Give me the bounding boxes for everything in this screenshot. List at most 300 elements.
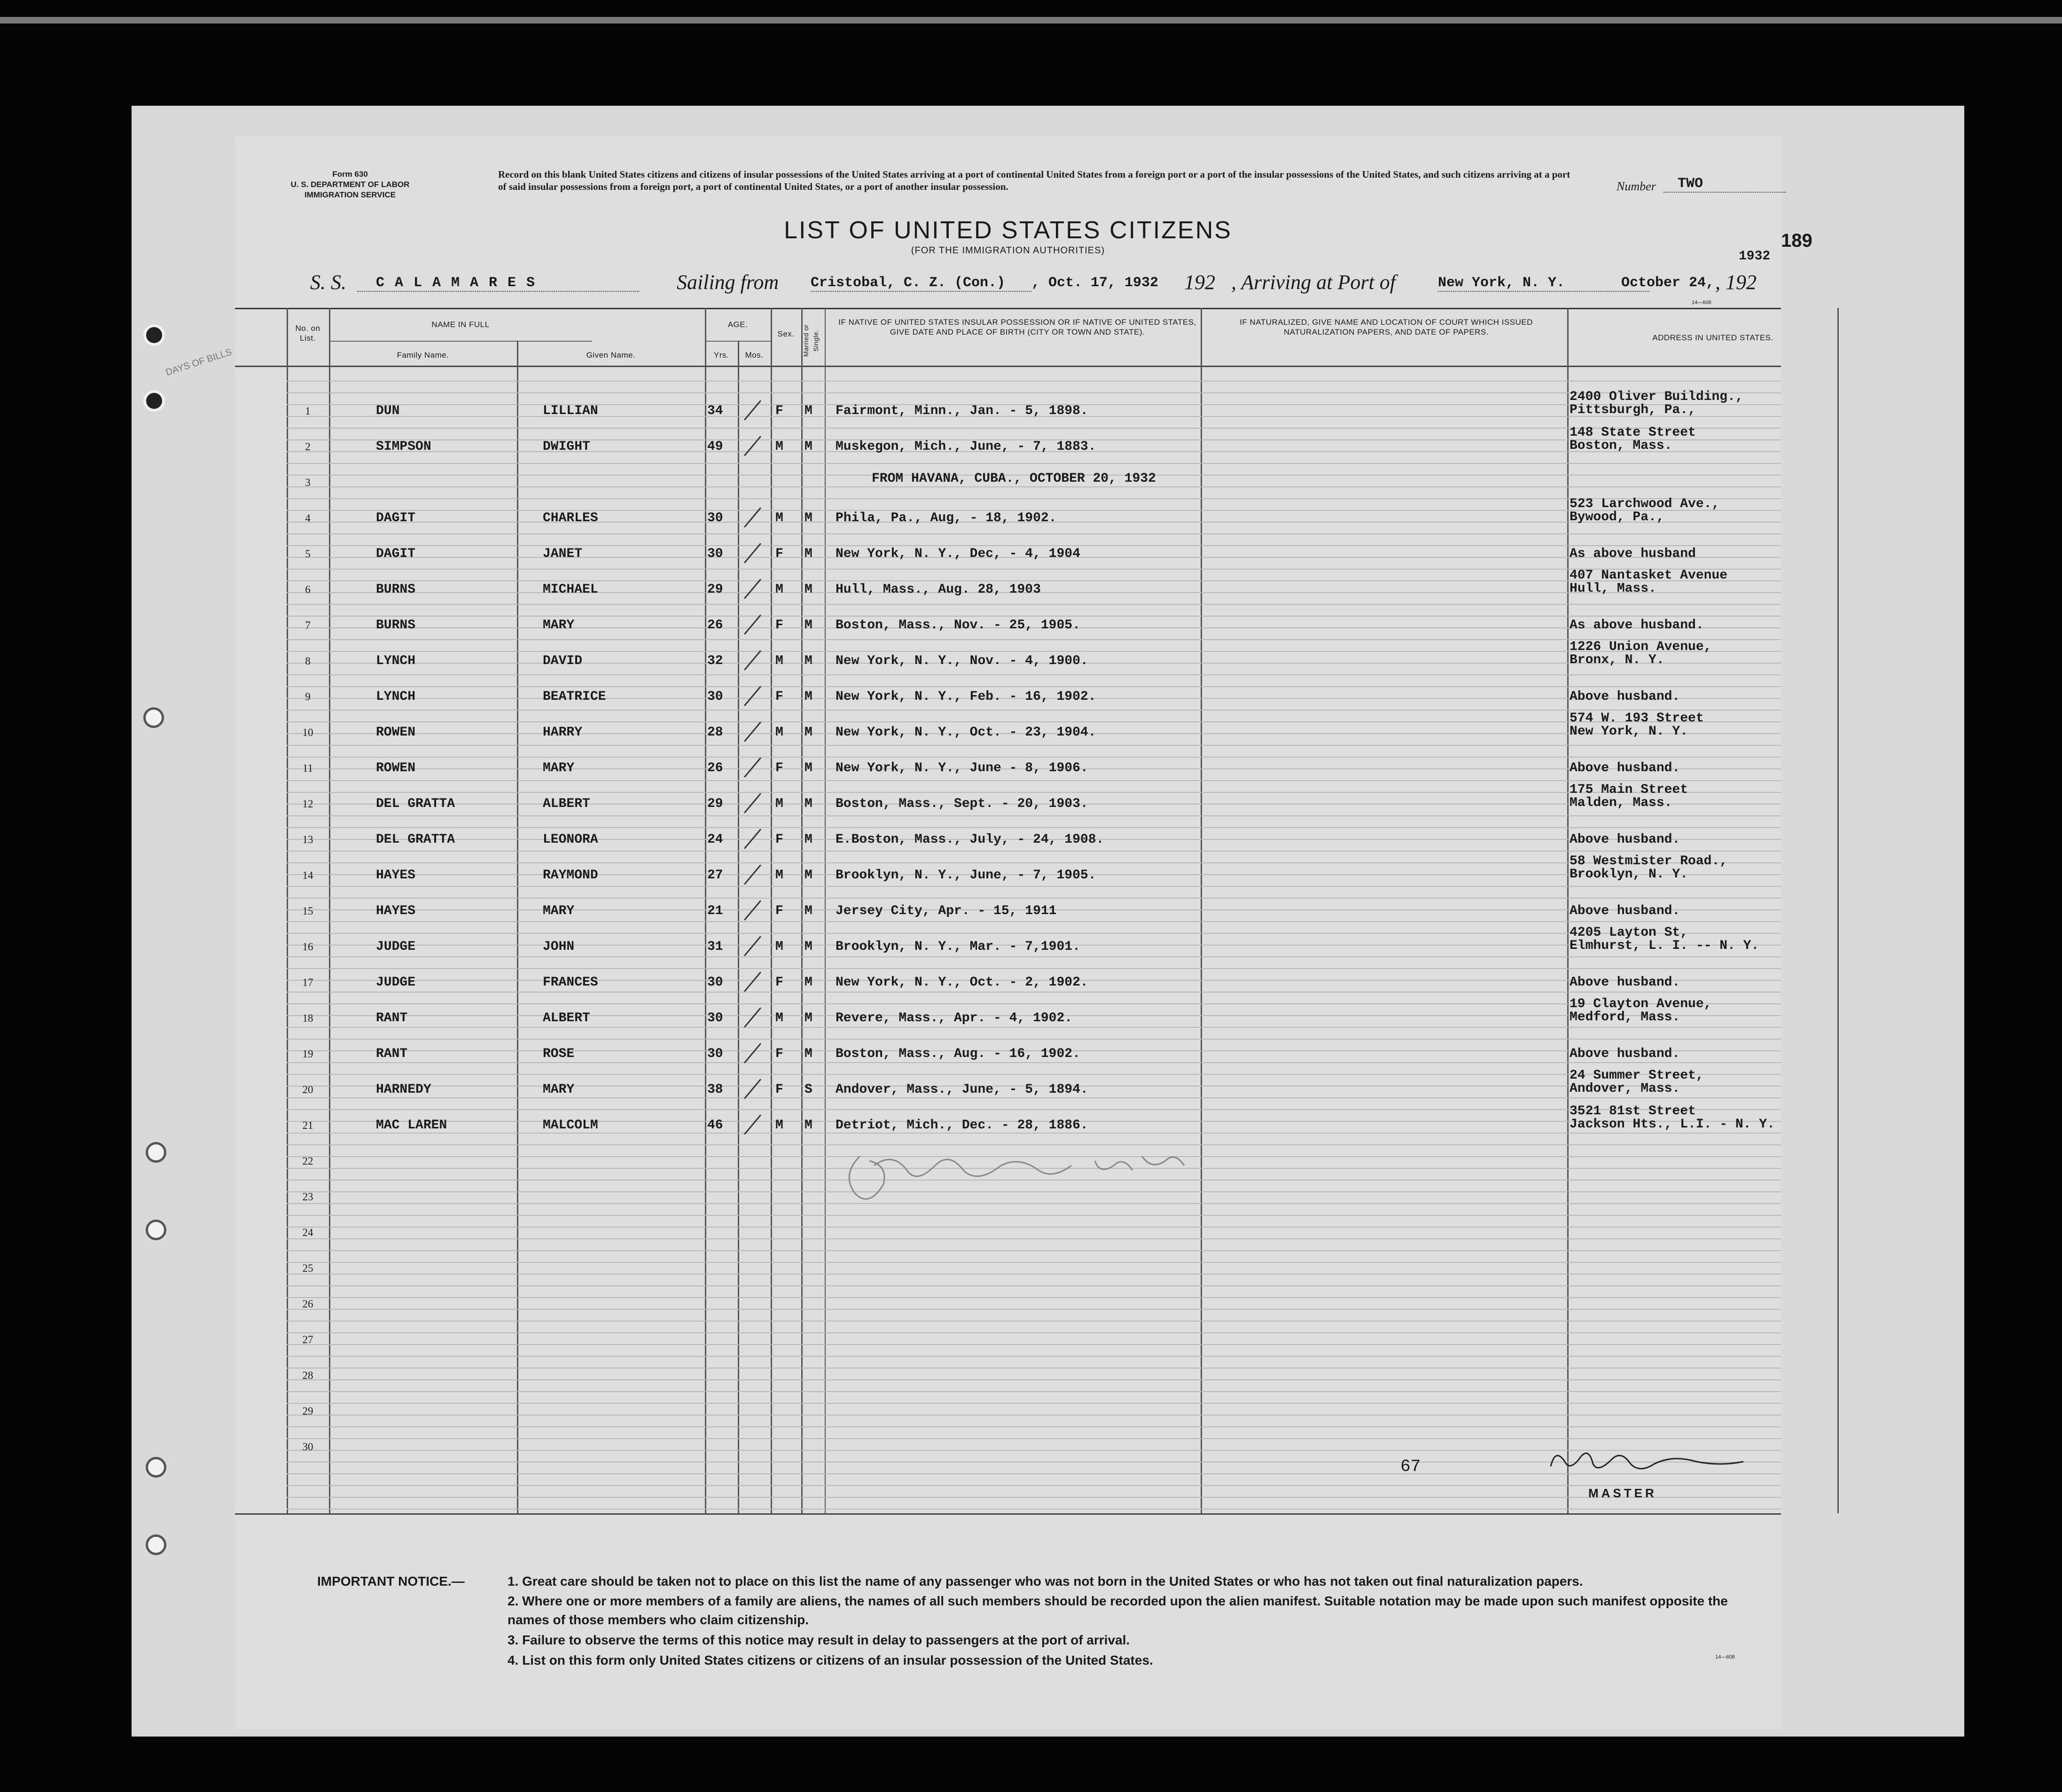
row-rule xyxy=(287,639,1781,640)
row-rule xyxy=(287,851,1781,852)
row-number: 8 xyxy=(305,655,311,667)
arrival-port: New York, N. Y. xyxy=(1438,275,1649,292)
family-name: RANT xyxy=(376,1011,408,1025)
year-note: 1932 xyxy=(1739,249,1771,264)
birth-place-date: Phila, Pa., Aug, - 18, 1902. xyxy=(836,511,1057,525)
row-rule xyxy=(287,992,1781,993)
col-header-name: NAME IN FULL xyxy=(431,320,490,329)
row-rule xyxy=(287,1368,1781,1369)
address-line-1: 58 Westmister Road., xyxy=(1570,854,1728,869)
marital-status: M xyxy=(804,582,812,597)
row-number: 24 xyxy=(302,1227,313,1238)
marital-status: M xyxy=(804,654,812,668)
family-name: ROWEN xyxy=(376,761,416,775)
row-rule xyxy=(287,1321,1781,1322)
row-number: 14 xyxy=(302,869,313,881)
birth-place-date: Hull, Mass., Aug. 28, 1903 xyxy=(836,582,1041,597)
row-rule xyxy=(287,533,1781,534)
col-header-sex: Sex. xyxy=(777,329,795,338)
given-name: DAVID xyxy=(543,654,583,668)
birth-place-date: Fairmont, Minn., Jan. - 5, 1898. xyxy=(836,404,1088,418)
family-name: DEL GRATTA xyxy=(376,832,455,847)
birth-place-date: New York, N. Y., Nov. - 4, 1900. xyxy=(836,654,1088,668)
given-name: MICHAEL xyxy=(543,582,598,597)
binder-hole-icon xyxy=(146,1220,166,1240)
marital-status: M xyxy=(804,618,812,633)
age-months-tick xyxy=(744,436,761,456)
row-number: 22 xyxy=(302,1155,313,1167)
master-label: MASTER xyxy=(1588,1486,1657,1500)
row-rule xyxy=(287,1356,1781,1357)
age-years: 32 xyxy=(707,654,723,668)
number-label: Number xyxy=(1617,180,1656,193)
birth-place-date: Boston, Mass., Nov. - 25, 1905. xyxy=(836,618,1080,633)
count-67: 67 xyxy=(1400,1457,1421,1476)
row-number: 26 xyxy=(302,1298,313,1310)
birth-place-date: Brooklyn, N. Y., Mar. - 7,1901. xyxy=(836,939,1080,954)
age-years: 29 xyxy=(707,582,723,597)
address-line-1: 1226 Union Avenue, xyxy=(1570,640,1712,654)
row-rule xyxy=(287,1509,1781,1510)
col-header-naturalized: IF NATURALIZED, GIVE NAME AND LOCATION OF COURT WHICH ISSUED NATURALIZATION PAPERS, AND DATE OF PAPERS. xyxy=(1240,318,1533,336)
family-name: JUDGE xyxy=(376,975,416,990)
sex: M xyxy=(775,797,783,811)
department: U. S. DEPARTMENT OF LABOR xyxy=(290,180,410,189)
row-rule xyxy=(287,1227,1781,1228)
row-rule xyxy=(287,463,1781,464)
row-rule xyxy=(287,1039,1781,1040)
row-number: 5 xyxy=(305,548,311,560)
birth-place-date: Andover, Mass., June, - 5, 1894. xyxy=(836,1082,1088,1097)
family-name: DEL GRATTA xyxy=(376,797,455,811)
row-rule xyxy=(287,1027,1781,1028)
sex: M xyxy=(775,582,783,597)
age-years: 30 xyxy=(707,511,723,525)
sex: M xyxy=(775,1011,783,1025)
address-line-1: Above husband. xyxy=(1570,832,1680,847)
birth-place-date: New York, N. Y., Oct. - 23, 1904. xyxy=(836,725,1096,740)
row-rule xyxy=(287,898,1781,899)
master-signature xyxy=(1541,1448,1748,1480)
row-rule xyxy=(287,428,1781,429)
arriving-label: , Arriving at Port of xyxy=(1231,271,1396,294)
given-name: FRANCES xyxy=(543,975,598,990)
row-number: 23 xyxy=(302,1191,313,1203)
given-name: MARY xyxy=(543,904,575,918)
row-rule xyxy=(287,792,1781,793)
col-header-address: ADDRESS IN UNITED STATES. xyxy=(1652,333,1773,342)
age-months-tick xyxy=(744,757,761,777)
given-name: JANET xyxy=(543,547,583,561)
form-agency xyxy=(280,169,421,200)
age-months-tick xyxy=(744,686,761,706)
address-line-1: 2400 Oliver Building., xyxy=(1570,390,1743,404)
sailing-label: Sailing from xyxy=(677,271,779,294)
row-rule xyxy=(287,956,1781,957)
address-line-2: Malden, Mass. xyxy=(1570,796,1672,810)
notice-item-2: 2. Where one or more members of a family are aliens, the names of all such members should be recorded upon the alien manifest. Suitable notation may be made upon such manifest opposite the names of those members who claim citizenship. xyxy=(508,1594,1728,1627)
address-line-1: Above husband. xyxy=(1570,904,1680,918)
binder-hole-icon xyxy=(146,1142,166,1163)
family-name: DUN xyxy=(376,404,400,418)
row-rule xyxy=(287,569,1781,570)
row-rule xyxy=(287,1309,1781,1310)
birth-place-date: Jersey City, Apr. - 15, 1911 xyxy=(836,904,1057,918)
received-stamp: DAYS OF BILLS xyxy=(164,346,234,378)
row-rule xyxy=(287,674,1781,675)
age-years: 30 xyxy=(707,689,723,704)
row-rule xyxy=(287,886,1781,887)
given-name: MALCOLM xyxy=(543,1118,598,1133)
notice-item-1: 1. Great care should be taken not to place on this list the name of any passenger who was not born in the United States or who has not taken out final naturalization papers. xyxy=(508,1574,1583,1589)
given-name: LILLIAN xyxy=(543,404,598,418)
ship-name: C A L A M A R E S xyxy=(357,275,639,292)
address-line-2: Brooklyn, N. Y. xyxy=(1570,867,1688,882)
row-rule xyxy=(287,1274,1781,1275)
marital-status: M xyxy=(804,797,812,811)
address-line-1: 407 Nantasket Avenue xyxy=(1570,568,1728,583)
age-months-tick xyxy=(744,400,761,420)
document-subtitle: (FOR THE IMMIGRATION AUTHORITIES) xyxy=(911,245,1105,256)
age-months-tick xyxy=(744,936,761,956)
family-name: MAC LAREN xyxy=(376,1118,447,1133)
age-years: 30 xyxy=(707,975,723,990)
row-number: 17 xyxy=(302,977,313,988)
col-header-given: Given Name. xyxy=(586,351,636,360)
marital-status: M xyxy=(804,832,812,847)
row-rule xyxy=(287,827,1781,828)
row-rule xyxy=(287,486,1781,487)
row-rule xyxy=(287,604,1781,605)
instructions-text: Record on this blank United States citizens and citizens of insular possessions of the United States arriving at a port of continental United States from a foreign port or a port of the insular possessions of the United States, and such citizens arriving at a port of said insular possessions from a foreign port, a port of continental United States, or a port of another insular possession. xyxy=(498,169,1570,192)
row-rule xyxy=(287,710,1781,711)
binder-hole-icon xyxy=(146,1534,166,1555)
age-years: 21 xyxy=(707,904,723,918)
family-name: RANT xyxy=(376,1047,408,1061)
marital-status: M xyxy=(804,1047,812,1061)
ss-label: S. S. xyxy=(310,271,346,294)
marital-status: M xyxy=(804,547,812,561)
sex: M xyxy=(775,1118,783,1133)
row-rule xyxy=(287,1074,1781,1075)
row-rule xyxy=(287,1391,1781,1392)
sex: F xyxy=(775,1047,783,1061)
row-rule xyxy=(287,1297,1781,1298)
row-number: 21 xyxy=(302,1119,313,1131)
row-rule xyxy=(287,1485,1781,1486)
given-name: MARY xyxy=(543,1082,575,1097)
form-number: Form 630 xyxy=(332,170,368,179)
sex: F xyxy=(775,975,783,990)
address-line-2: Jackson Hts., L.I. - N. Y. xyxy=(1570,1117,1775,1132)
age-years: 38 xyxy=(707,1082,723,1097)
row-rule xyxy=(287,1415,1781,1416)
address-line-1: Above husband. xyxy=(1570,1047,1680,1061)
birth-place-date: Boston, Mass., Aug. - 16, 1902. xyxy=(836,1047,1080,1061)
age-months-tick xyxy=(744,579,761,599)
age-months-tick xyxy=(744,1007,761,1027)
sex: F xyxy=(775,404,783,418)
marital-status: M xyxy=(804,1118,812,1133)
binder-hole-icon xyxy=(146,1457,166,1478)
address-line-1: Above husband. xyxy=(1570,761,1680,775)
row-rule xyxy=(287,1097,1781,1098)
column-divider xyxy=(1837,308,1839,1513)
family-name: HAYES xyxy=(376,868,416,883)
address-line-1: Above husband. xyxy=(1570,975,1680,990)
family-name: LYNCH xyxy=(376,654,416,668)
sex: F xyxy=(775,1082,783,1097)
age-years: 29 xyxy=(707,797,723,811)
birth-place-date: New York, N. Y., June - 8, 1906. xyxy=(836,761,1088,775)
row-number: 30 xyxy=(302,1441,313,1453)
binder-hole-icon xyxy=(143,707,164,728)
binder-hole-icon xyxy=(143,324,165,346)
row-rule xyxy=(287,1438,1781,1439)
row-rule xyxy=(287,392,1781,393)
row-rule xyxy=(287,1133,1781,1134)
row-number: 27 xyxy=(302,1334,313,1346)
voyage-line xyxy=(310,270,1786,298)
age-years: 46 xyxy=(707,1118,723,1133)
origin-note: FROM HAVANA, CUBA., OCTOBER 20, 1932 xyxy=(872,471,1156,486)
row-number: 29 xyxy=(302,1405,313,1417)
column-divider xyxy=(738,341,739,1513)
age-months-tick xyxy=(744,1079,761,1099)
col-header-no: No. on List. xyxy=(295,324,320,343)
row-number: 28 xyxy=(302,1369,313,1381)
table-top-border xyxy=(235,308,1781,309)
row-rule xyxy=(287,745,1781,746)
age-years: 26 xyxy=(707,618,723,633)
address-line-2: Elmhurst, L. I. -- N. Y. xyxy=(1570,939,1759,953)
marital-status: M xyxy=(804,689,812,704)
age-years: 34 xyxy=(707,404,723,418)
header-divider xyxy=(329,341,592,342)
age-months-tick xyxy=(744,971,761,992)
sex: F xyxy=(775,832,783,847)
address-line-2: New York, N. Y. xyxy=(1570,724,1688,739)
marital-status: M xyxy=(804,904,812,918)
col-header-mos: Mos. xyxy=(745,351,764,360)
sex: M xyxy=(775,868,783,883)
binder-hole-icon xyxy=(143,390,165,412)
row-number: 12 xyxy=(302,798,313,810)
family-name: DAGIT xyxy=(376,547,416,561)
address-line-2: Medford, Mass. xyxy=(1570,1010,1680,1025)
row-rule xyxy=(287,1332,1781,1333)
row-rule xyxy=(287,815,1781,816)
row-rule xyxy=(287,651,1781,652)
marital-status: M xyxy=(804,1011,812,1025)
family-name: SIMPSON xyxy=(376,439,431,454)
service: IMMIGRATION SERVICE xyxy=(305,190,396,199)
header-bottom-border xyxy=(235,366,1781,367)
age-months-tick xyxy=(744,793,761,813)
given-name: BEATRICE xyxy=(543,689,606,704)
given-name: ALBERT xyxy=(543,1011,590,1025)
marital-status: M xyxy=(804,975,812,990)
row-rule xyxy=(287,1109,1781,1110)
notice-item-3: 3. Failure to observe the terms of this notice may result in delay to passengers at the port of arrival. xyxy=(508,1633,1130,1647)
manifest-sheet xyxy=(235,136,1812,1729)
col-header-age: AGE. xyxy=(727,320,748,329)
row-rule xyxy=(287,616,1781,617)
row-rule xyxy=(287,545,1781,546)
address-line-2: Boston, Mass. xyxy=(1570,438,1672,453)
sex: F xyxy=(775,618,783,633)
address-line-1: As above husband xyxy=(1570,547,1696,561)
table-bottom-border xyxy=(235,1513,1781,1515)
address-line-1: 24 Summer Street, xyxy=(1570,1068,1704,1083)
age-years: 30 xyxy=(707,547,723,561)
given-name: ALBERT xyxy=(543,797,590,811)
family-name: HAYES xyxy=(376,904,416,918)
year-suffix: 192 xyxy=(1184,271,1215,294)
row-rule xyxy=(287,580,1781,581)
family-name: DAGIT xyxy=(376,511,416,525)
sex: F xyxy=(775,689,783,704)
family-name: BURNS xyxy=(376,582,416,597)
row-number: 2 xyxy=(305,441,311,453)
marital-status: M xyxy=(804,939,812,954)
row-rule xyxy=(287,1403,1781,1404)
age-months-tick xyxy=(744,721,761,742)
row-rule xyxy=(287,933,1781,934)
given-name: LEONORA xyxy=(543,832,598,847)
age-years: 24 xyxy=(707,832,723,847)
row-rule xyxy=(287,1426,1781,1427)
sex: F xyxy=(775,761,783,775)
sex: M xyxy=(775,654,783,668)
age-years: 49 xyxy=(707,439,723,454)
row-number: 13 xyxy=(302,834,313,845)
sex: M xyxy=(775,439,783,454)
address-line-1: 574 W. 193 Street xyxy=(1570,711,1704,726)
row-rule xyxy=(287,757,1781,758)
arrival-date: October 24, xyxy=(1621,275,1715,291)
address-line-1: Above husband. xyxy=(1570,689,1680,704)
row-number: 6 xyxy=(305,584,311,595)
number-value: TWO xyxy=(1664,176,1786,193)
sex: M xyxy=(775,939,783,954)
page-number: 189 xyxy=(1781,230,1812,251)
marital-status: S xyxy=(804,1082,812,1097)
row-rule xyxy=(287,862,1781,863)
row-number: 18 xyxy=(302,1012,313,1024)
print-code: 14—608 xyxy=(1692,300,1711,305)
address-line-2: Bywood, Pa., xyxy=(1570,510,1664,524)
row-rule xyxy=(287,968,1781,969)
col-header-birth: IF NATIVE OF UNITED STATES INSULAR POSSESSION OR IF NATIVE OF UNITED STATES, GIVE DATE AND PLACE OF BIRTH (CITY OR TOWN AND STATE). xyxy=(838,318,1196,336)
marital-status: M xyxy=(804,439,812,454)
print-code: 14—608 xyxy=(1715,1654,1735,1660)
notice-item-4: 4. List on this form only United States citizens or citizens of an insular possession of the United States. xyxy=(508,1653,1153,1667)
given-name: CHARLES xyxy=(543,511,598,525)
year-suffix: , 192 xyxy=(1715,271,1757,294)
row-number: 10 xyxy=(302,727,313,738)
sex: F xyxy=(775,547,783,561)
birth-place-date: New York, N. Y., Dec, - 4, 1904 xyxy=(836,547,1080,561)
row-number: 11 xyxy=(302,762,313,774)
birth-place-date: Detriot, Mich., Dec. - 28, 1886. xyxy=(836,1118,1088,1133)
row-rule xyxy=(287,1379,1781,1380)
given-name: MARY xyxy=(543,618,575,633)
age-years: 30 xyxy=(707,1011,723,1025)
address-line-1: As above husband. xyxy=(1570,618,1704,633)
birth-place-date: Muskegon, Mich., June, - 7, 1883. xyxy=(836,439,1096,454)
age-months-tick xyxy=(744,1043,761,1063)
marital-status: M xyxy=(804,725,812,740)
col-header-family: Family Name. xyxy=(397,351,449,360)
inspector-signature xyxy=(832,1137,1217,1222)
family-name: JUDGE xyxy=(376,939,416,954)
row-number: 25 xyxy=(302,1262,313,1274)
address-line-1: 3521 81st Street xyxy=(1570,1104,1696,1119)
row-rule xyxy=(287,1285,1781,1286)
given-name: DWIGHT xyxy=(543,439,590,454)
age-years: 28 xyxy=(707,725,723,740)
age-years: 26 xyxy=(707,761,723,775)
age-months-tick xyxy=(744,1114,761,1135)
age-years: 27 xyxy=(707,868,723,883)
row-number: 20 xyxy=(302,1084,313,1096)
row-rule xyxy=(287,686,1781,687)
row-number: 7 xyxy=(305,619,311,631)
family-name: ROWEN xyxy=(376,725,416,740)
scanner-edge-strip xyxy=(0,17,2062,23)
marital-status: M xyxy=(804,868,812,883)
document-title: LIST OF UNITED STATES CITIZENS xyxy=(784,217,1232,244)
marital-status: M xyxy=(804,404,812,418)
row-number: 1 xyxy=(305,405,311,417)
column-divider xyxy=(517,341,518,1513)
given-name: ROSE xyxy=(543,1047,575,1061)
row-rule xyxy=(287,1262,1781,1263)
birth-place-date: Revere, Mass., Apr. - 4, 1902. xyxy=(836,1011,1073,1025)
row-number: 19 xyxy=(302,1048,313,1060)
notice-heading: IMPORTANT NOTICE.— xyxy=(317,1574,465,1589)
row-number: 16 xyxy=(302,941,313,953)
row-rule xyxy=(287,1003,1781,1004)
given-name: JOHN xyxy=(543,939,575,954)
sailing-date: , Oct. 17, 1932 xyxy=(1031,275,1159,291)
address-line-2: Bronx, N. Y. xyxy=(1570,653,1664,667)
address-line-1: 148 State Street xyxy=(1570,425,1696,440)
row-number: 9 xyxy=(305,691,311,703)
given-name: MARY xyxy=(543,761,575,775)
marital-status: M xyxy=(804,761,812,775)
address-line-1: 523 Larchwood Ave., xyxy=(1570,497,1720,511)
marital-status: M xyxy=(804,511,812,525)
row-number: 15 xyxy=(302,905,313,917)
birth-place-date: Boston, Mass., Sept. - 20, 1903. xyxy=(836,797,1088,811)
address-line-1: 4205 Layton St, xyxy=(1570,925,1688,940)
row-number: 4 xyxy=(305,512,311,524)
age-years: 30 xyxy=(707,1047,723,1061)
row-rule xyxy=(287,1344,1781,1345)
age-months-tick xyxy=(744,900,761,920)
row-rule xyxy=(287,721,1781,722)
row-rule xyxy=(287,381,1781,382)
address-line-1: 175 Main Street xyxy=(1570,783,1688,797)
row-rule xyxy=(287,780,1781,781)
given-name: HARRY xyxy=(543,725,583,740)
family-name: LYNCH xyxy=(376,689,416,704)
row-rule xyxy=(287,498,1781,499)
age-years: 31 xyxy=(707,939,723,954)
age-months-tick xyxy=(744,614,761,634)
